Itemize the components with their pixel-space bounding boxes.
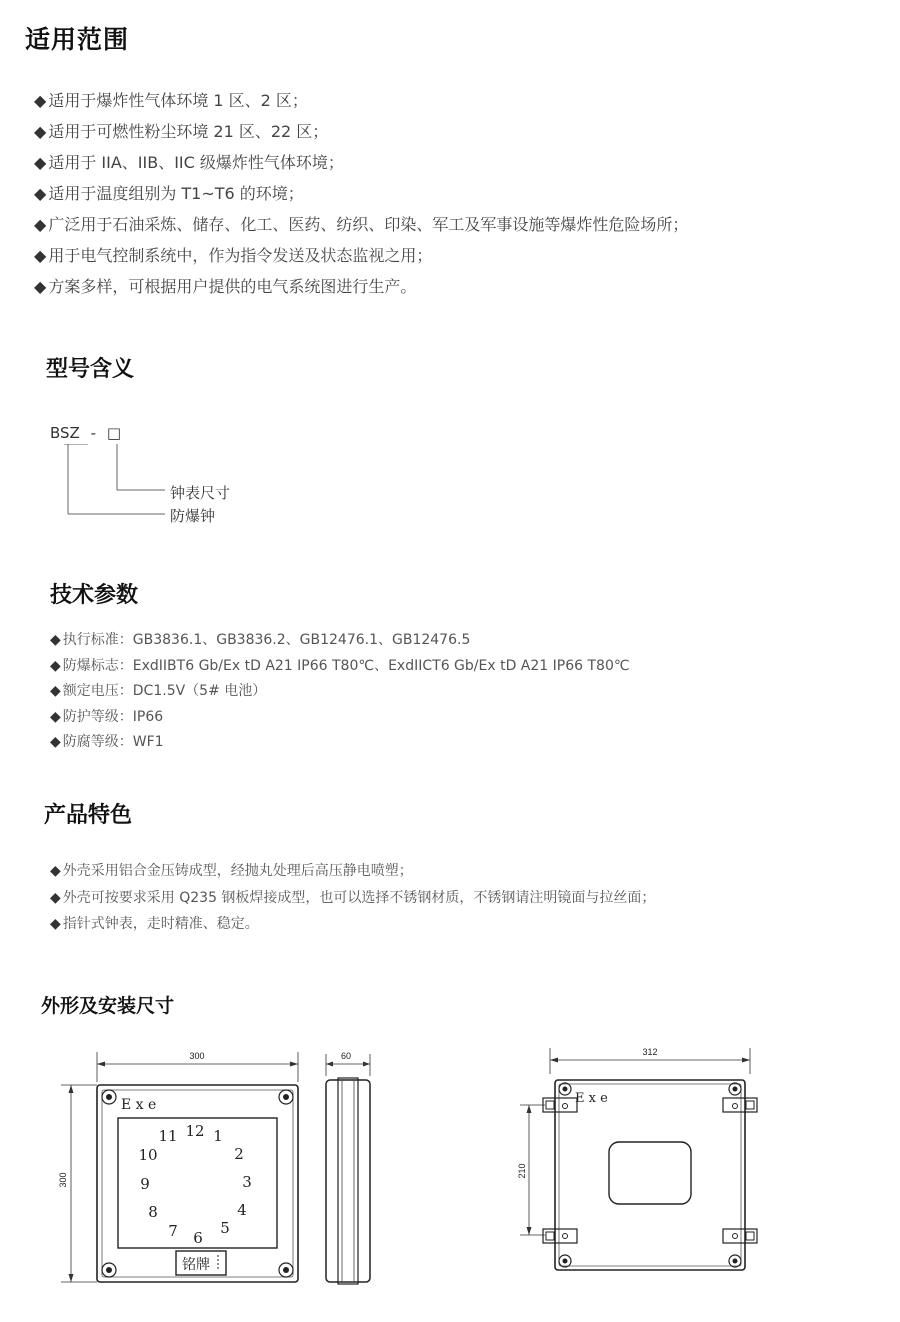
dim-side-depth: 60 — [340, 1051, 352, 1061]
screw-icon — [279, 1263, 293, 1277]
list-item: ◆ 适用于 IIA、IIB、IIC 级爆炸性气体环境； — [34, 147, 688, 178]
section-title-features: 产品特色 — [44, 803, 133, 828]
clock-number: 2 — [234, 1145, 244, 1163]
mounting-ear-icon — [723, 1098, 757, 1112]
clock-number: 7 — [168, 1222, 178, 1240]
model-code-diagram — [60, 444, 170, 519]
clock-number: 5 — [220, 1219, 230, 1237]
diamond-bullet-icon: ◆ — [50, 683, 61, 699]
list-item: ◆ 外壳可按要求采用 Q235 钢板焊接成型，也可以选择不锈钢材质，不锈钢请注明镜面与拉丝面； — [50, 885, 655, 912]
list-item: ◆ 额定电压：DC1.5V（5# 电池） — [50, 679, 630, 705]
dim-front-width: 300 — [189, 1051, 205, 1061]
label-clock-size: 钟表尺寸 — [170, 484, 231, 502]
back-view-drawing — [515, 1040, 765, 1280]
list-item: ◆ 适用于可燃性粉尘环境 21 区、22 区； — [34, 116, 688, 147]
diamond-bullet-icon: ◆ — [34, 91, 47, 110]
mounting-ear-icon — [543, 1229, 577, 1243]
section-title-dimensions: 外形及安装尺寸 — [41, 995, 175, 1017]
diamond-bullet-icon: ◆ — [34, 215, 47, 234]
diamond-bullet-icon: ◆ — [50, 708, 61, 725]
label-explosion-proof-clock: 防爆钟 — [170, 507, 216, 525]
list-item: ◆ 适用于温度组别为 T1~T6 的环境； — [34, 178, 688, 209]
screw-icon — [559, 1083, 571, 1095]
screw-icon — [102, 1090, 116, 1104]
screw-icon — [729, 1255, 741, 1267]
mounting-ear-icon — [723, 1229, 757, 1243]
screw-icon — [279, 1090, 293, 1104]
clock-number: 3 — [242, 1173, 252, 1191]
clock-number: 4 — [237, 1201, 247, 1219]
diamond-bullet-icon: ◆ — [34, 277, 47, 296]
nameplate-label: 铭牌 — [182, 1257, 210, 1273]
scope-list — [34, 85, 688, 302]
side-view-drawing — [318, 1040, 378, 1290]
diamond-bullet-icon: ◆ — [50, 632, 61, 648]
model-code-separator: - — [90, 424, 97, 442]
list-item: ◆ 适用于爆炸性气体环境 1 区、2 区； — [34, 85, 688, 116]
section-title-scope: 适用范围 — [25, 25, 130, 54]
back-window — [609, 1142, 691, 1204]
list-item: ◆ 方案多样，可根据用户提供的电气系统图进行生产。 — [34, 271, 688, 302]
section-title-model: 型号含义 — [46, 357, 135, 382]
model-code — [50, 424, 121, 442]
clock-number: 6 — [193, 1229, 203, 1247]
diamond-bullet-icon: ◆ — [34, 122, 47, 141]
diamond-bullet-icon: ◆ — [50, 889, 61, 906]
list-item: ◆ 用于电气控制系统中，作为指令发送及状态监视之用； — [34, 240, 688, 271]
diamond-bullet-icon: ◆ — [34, 246, 47, 265]
diamond-bullet-icon: ◆ — [50, 734, 61, 750]
ex-mark: E x e — [575, 1091, 608, 1106]
screw-icon — [729, 1083, 741, 1095]
screw-icon — [559, 1255, 571, 1267]
clock-number: 10 — [138, 1146, 158, 1164]
dim-back-width: 312 — [642, 1047, 658, 1057]
diamond-bullet-icon: ◆ — [50, 863, 61, 879]
list-item: ◆ 外壳采用铝合金压铸成型，经抛丸处理后高压静电喷塑； — [50, 858, 655, 885]
features-list — [50, 858, 655, 938]
clock-number: 8 — [148, 1203, 158, 1221]
ex-mark: E x e — [121, 1097, 157, 1113]
model-code-prefix: BSZ — [50, 424, 80, 442]
dim-back-height: 210 — [517, 1163, 527, 1179]
dim-front-height: 300 — [58, 1172, 68, 1188]
clock-number: 12 — [185, 1122, 205, 1140]
list-item: ◆ 防腐等级：WF1 — [50, 730, 630, 756]
clock-number: 9 — [140, 1175, 150, 1193]
model-code-box: □ — [106, 424, 121, 442]
list-item: ◆ 防爆标志：ExdIIBT6 Gb/Ex tD A21 IP66 T80℃、ExdIICT6 Gb/Ex tD A21 IP66 T80℃ — [50, 654, 630, 680]
screw-icon — [102, 1263, 116, 1277]
diamond-bullet-icon: ◆ — [50, 657, 61, 674]
list-item: ◆ 执行标准：GB3836.1、GB3836.2、GB12476.1、GB12476.5 — [50, 628, 630, 654]
diamond-bullet-icon: ◆ — [50, 916, 61, 932]
list-item: ◆ 指针式钟表，走时精准、稳定。 — [50, 911, 655, 938]
list-item: ◆ 广泛用于石油采炼、储存、化工、医药、纺织、印染、军工及军事设施等爆炸性危险场所； — [34, 209, 688, 240]
diamond-bullet-icon: ◆ — [34, 184, 47, 203]
diamond-bullet-icon: ◆ — [34, 153, 47, 172]
tech-params-list — [50, 628, 630, 756]
clock-number: 1 — [213, 1127, 223, 1145]
clock-face — [138, 1122, 251, 1247]
list-item: ◆ 防护等级：IP66 — [50, 705, 630, 731]
clock-number: 11 — [158, 1127, 178, 1145]
mounting-ear-icon — [543, 1098, 577, 1112]
section-title-tech-params: 技术参数 — [50, 583, 139, 608]
front-view-drawing — [55, 1040, 315, 1290]
